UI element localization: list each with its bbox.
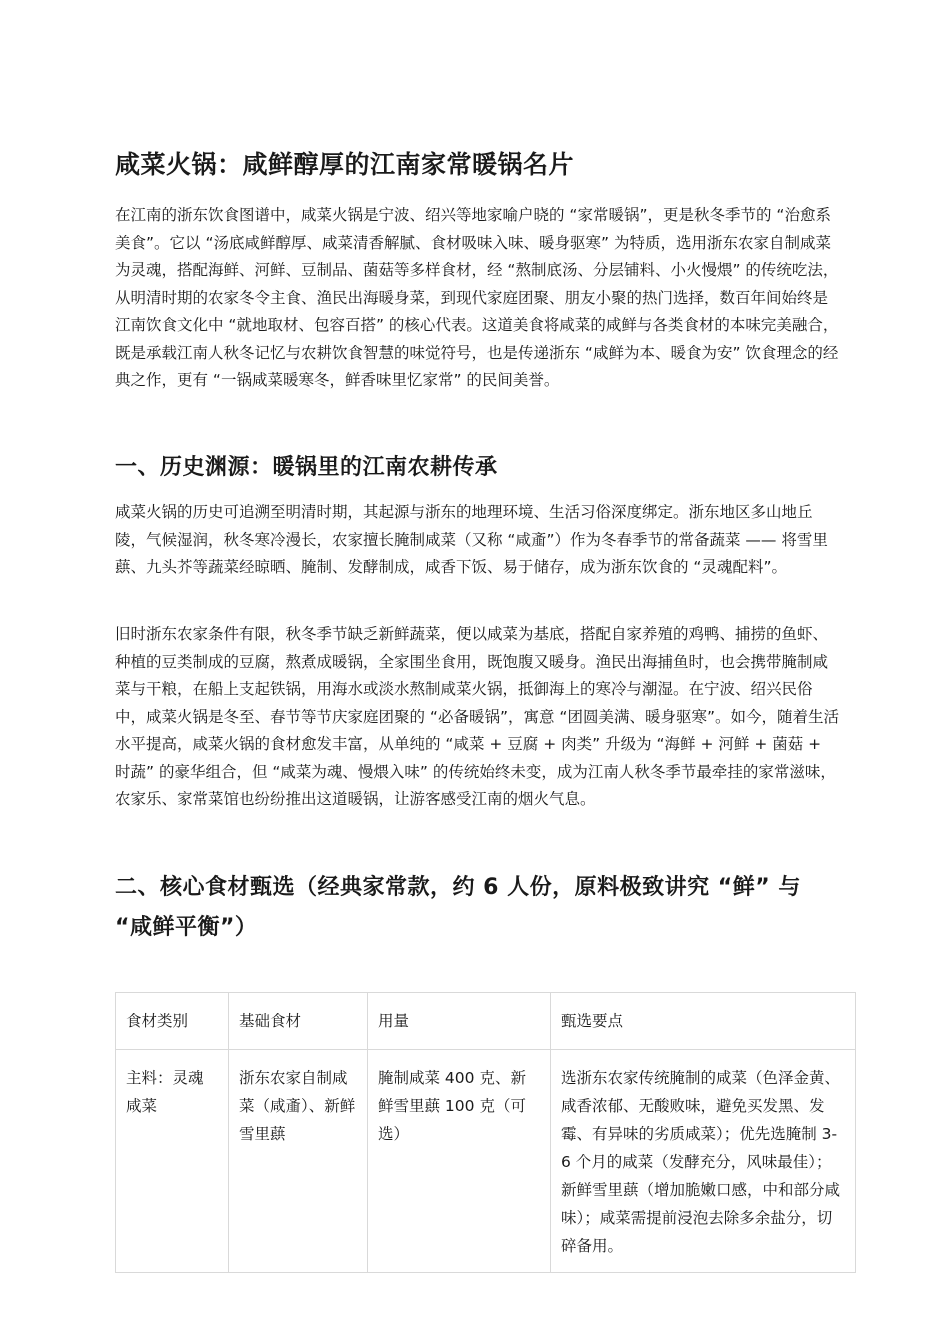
table-cell-category: 主料：灵魂咸菜 <box>116 1050 229 1273</box>
table-header-row <box>116 993 856 1050</box>
table-row <box>116 1050 856 1273</box>
intro-paragraph: 在江南的浙东饮食图谱中，咸菜火锅是宁波、绍兴等地家喻户晓的 “家常暖锅”，更是秋冬季节的 “治愈系美食”。它以 “汤底咸鲜醇厚、咸菜清香解腻、食材吸味入味、暖身驱寒” 为特质，选用浙东农家自制咸菜为灵魂，搭配海鲜、河鲜、豆制品、菌菇等多样食材，经 “熬制底汤、分层铺料、小火慢煨” 的传统吃法，从明清时期的农家冬令主食、渔民出海暖身菜，到现代家庭团聚、朋友小聚的热门选择，数百年间始终是江南饮食文化中 “就地取材、包容百搭” 的核心代表。这道美食将咸菜的咸鲜与各类食材的本味完美融合，既是承载江南人秋冬记忆与农耕饮食智慧的味觉符号，也是传递浙东 “咸鲜为本、暖食为安” 饮食理念的经典之作，更有 “一锅咸菜暖寒冬，鲜香味里忆家常” 的民间美誉。 <box>115 206 839 389</box>
table-header-category: 食材类别 <box>116 993 229 1050</box>
table-header-ingredient: 基础食材 <box>229 993 368 1050</box>
page-title: 咸菜火锅：咸鲜醇厚的江南家常暖锅名片 <box>115 150 575 179</box>
section-heading-history: 一、历史渊源：暖锅里的江南农耕传承 <box>115 455 498 480</box>
history-paragraph-1: 咸菜火锅的历史可追溯至明清时期，其起源与浙东的地理环境、生活习俗深度绑定。浙东地区多山地丘陵，气候湿润，秋冬寒冷漫长，农家擅长腌制咸菜（又称 “咸齑”）作为冬春季节的常备蔬菜 —— 将雪里蕻、九头芥等蔬菜经晾晒、腌制、发酵制成，咸香下饭、易于储存，成为浙东饮食的 “灵魂配料”。 <box>115 503 828 576</box>
table-header-tips: 甄选要点 <box>551 993 856 1050</box>
table-cell-tips: 选浙东农家传统腌制的咸菜（色泽金黄、咸香浓郁、无酸败味，避免买发黑、发霉、有异味的劣质咸菜）；优先选腌制 3-6 个月的咸菜（发酵充分，风味最佳）；新鲜雪里蕻（增加脆嫩口感，中和部分咸味）；咸菜需提前浸泡去除多余盐分，切碎备用。 <box>551 1050 856 1273</box>
history-paragraph-2: 旧时浙东农家条件有限，秋冬季节缺乏新鲜蔬菜，便以咸菜为基底，搭配自家养殖的鸡鸭、捕捞的鱼虾、种植的豆类制成的豆腐，熬煮成暖锅，全家围坐食用，既饱腹又暖身。渔民出海捕鱼时，也会携带腌制咸菜与干粮，在船上支起铁锅，用海水或淡水熬制咸菜火锅，抵御海上的寒冷与潮湿。在宁波、绍兴民俗中，咸菜火锅是冬至、春节等节庆家庭团聚的 “必备暖锅”，寓意 “团圆美满、暖身驱寒”。如今，随着生活水平提高，咸菜火锅的食材愈发丰富，从单纯的 “咸菜 + 豆腐 + 肉类” 升级为 “海鲜 + 河鲜 + 菌菇 + 时蔬” 的豪华组合，但 “咸菜为魂、慢煨入味” 的传统始终未变，成为江南人秋冬季节最牵挂的家常滋味，农家乐、家常菜馆也纷纷推出这道暖锅，让游客感受江南的烟火气息。 <box>115 625 839 808</box>
table-header-amount: 用量 <box>368 993 551 1050</box>
section-heading-ingredients: 二、核心食材甄选（经典家常款，约 6 人份，原料极致讲究 “鲜” 与 “咸鲜平衡”） <box>115 875 801 940</box>
ingredients-table <box>115 992 856 1273</box>
table-cell-amount: 腌制咸菜 400 克、新鲜雪里蕻 100 克（可选） <box>368 1050 551 1273</box>
table-cell-ingredient: 浙东农家自制咸菜（咸齑）、新鲜雪里蕻 <box>229 1050 368 1273</box>
